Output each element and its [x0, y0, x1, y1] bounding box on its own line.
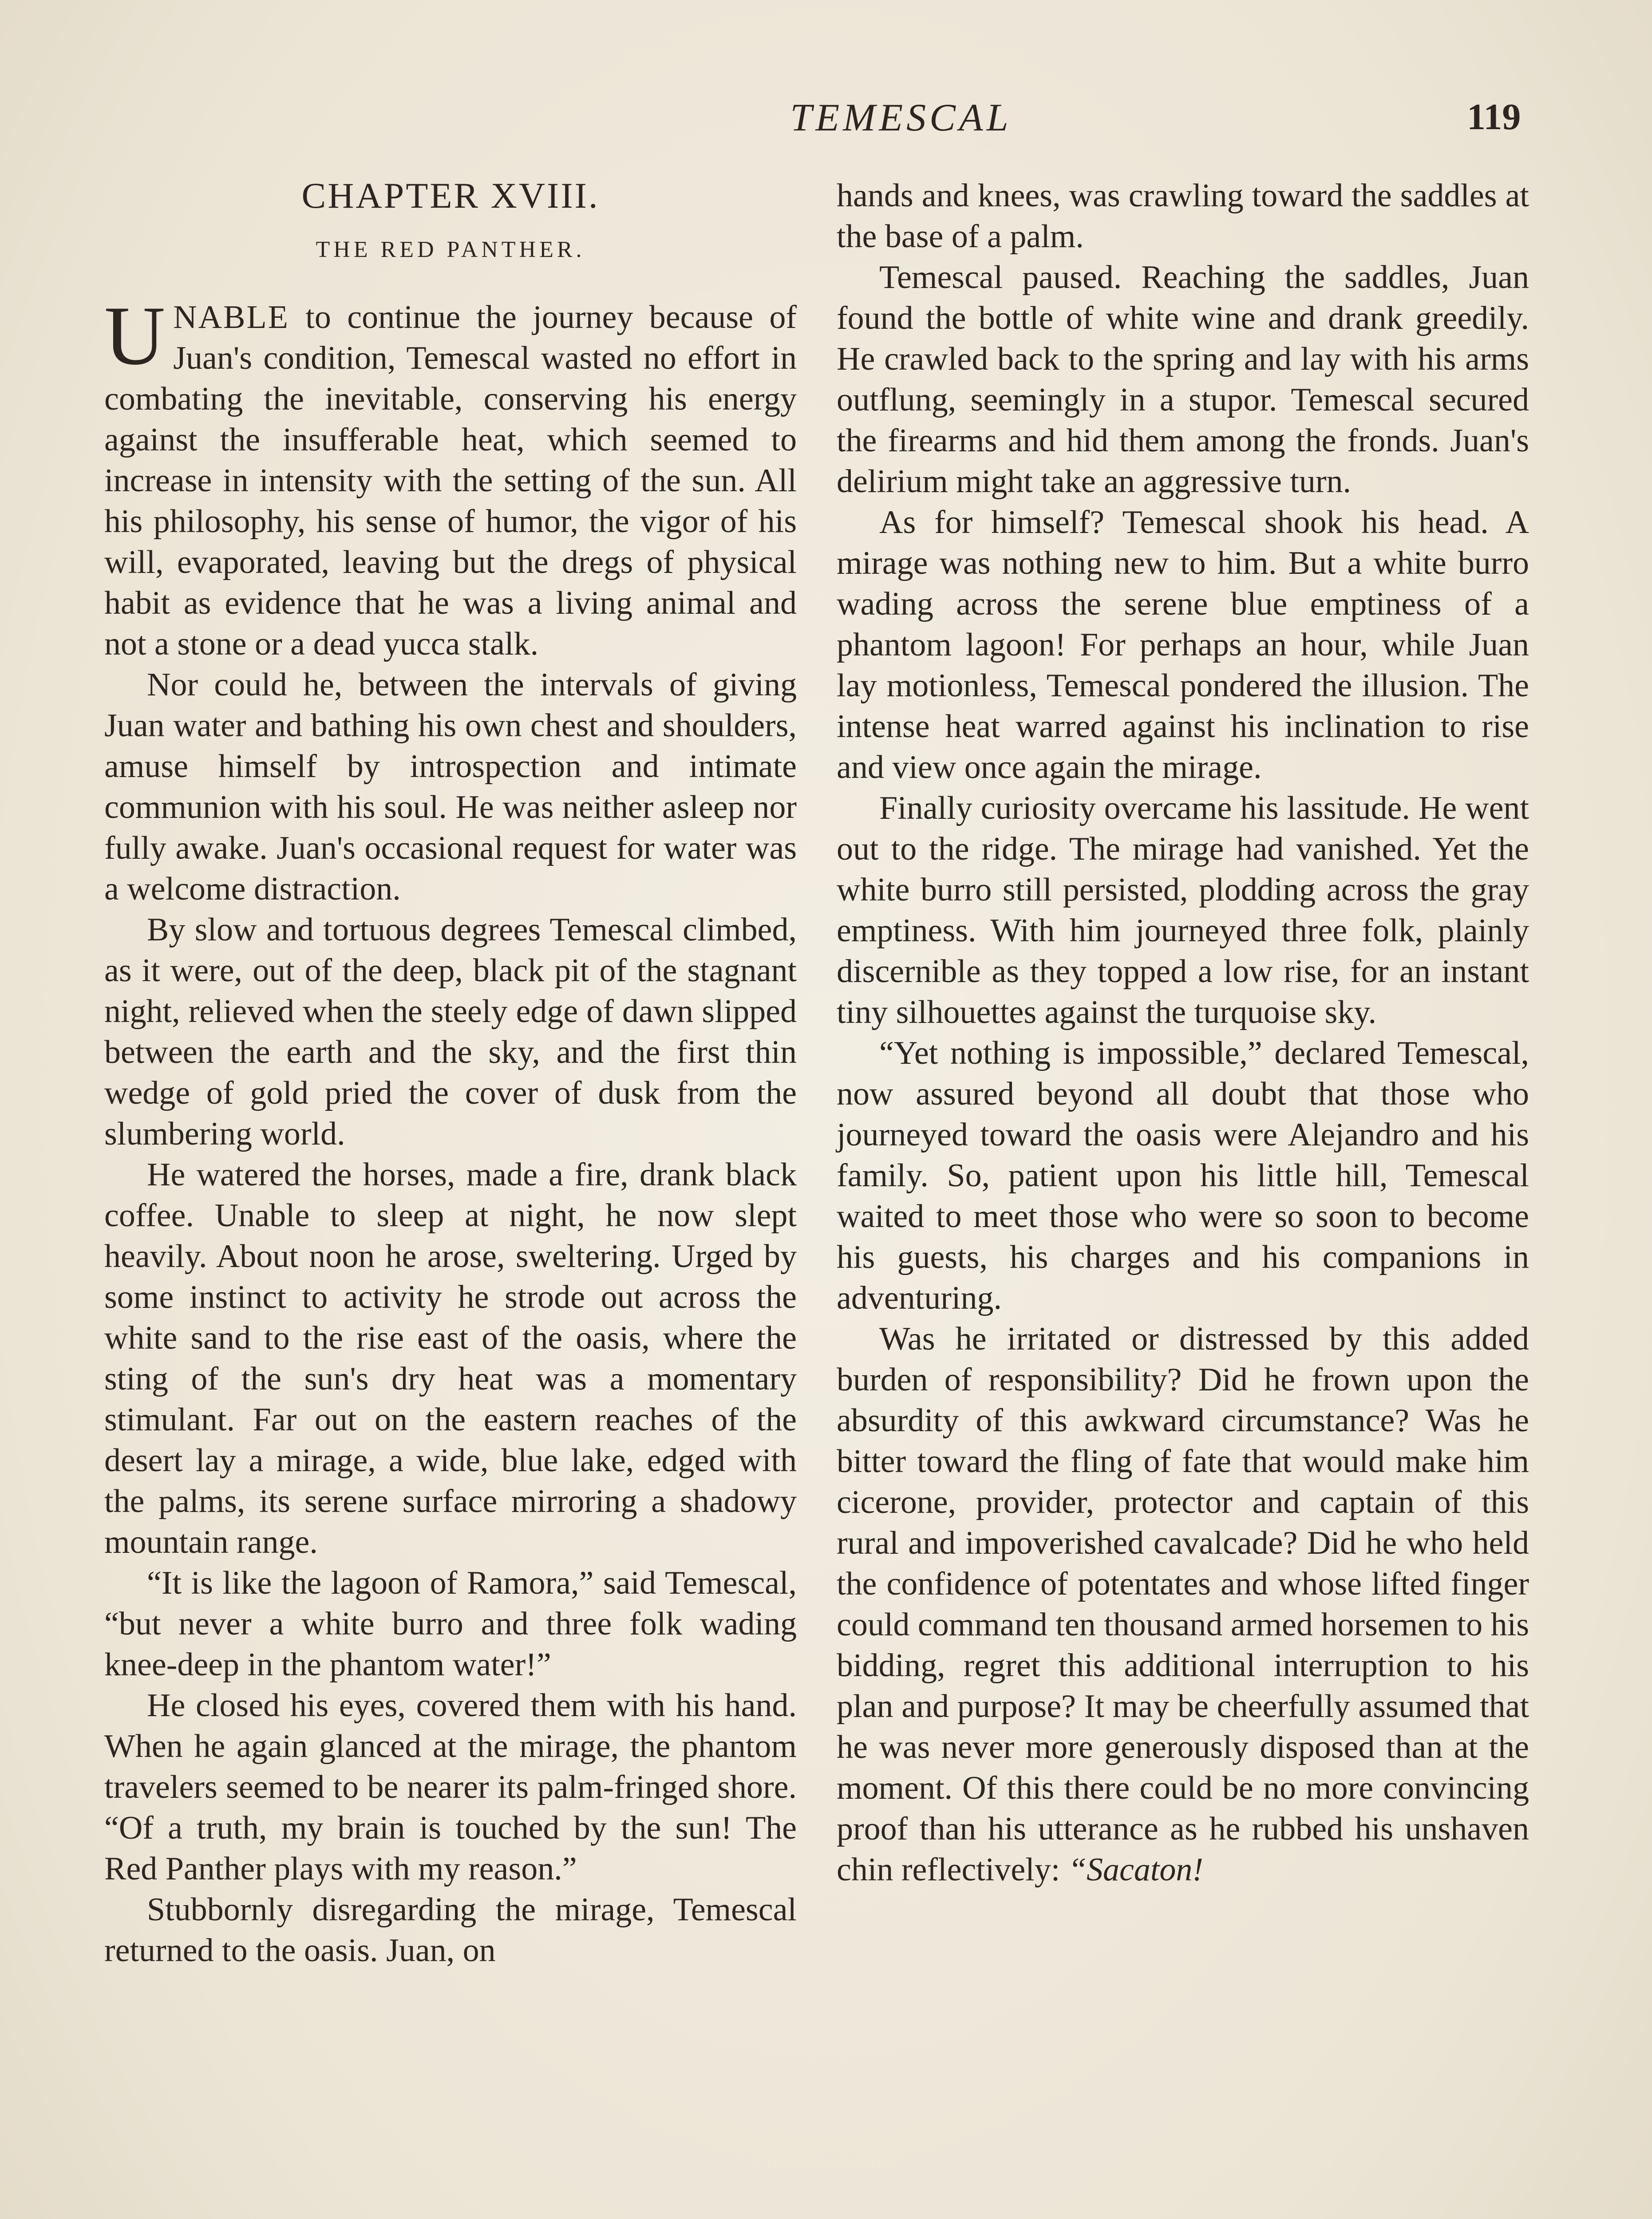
lead-word: NABLE: [173, 299, 289, 336]
paragraph: “It is like the lagoon of Ramora,” said Temescal, “but never a white burro and three folk wading knee-deep in the phantom water!”: [104, 1565, 797, 1683]
drop-cap: U: [104, 289, 166, 383]
paragraph: “Yet nothing is impossible,” declared Temescal, now assured beyond all doubt that those who journeyed toward the oasis were Alejandro and his family. So, patient upon his little hill, Temescal waited to meet those who were so soon to become his guests, his charges and his companions in adventuring.: [837, 1035, 1529, 1316]
paragraph: Nor could he, between the intervals of giving Juan water and bathing his own chest and shoulders, amuse himself by introspection and intimate communion with his soul. He was neither asleep nor fully awake. Juan's occasional request for water was a welcome distraction.: [104, 667, 797, 907]
paragraph: Finally curiosity overcame his lassitude. He went out to the ridge. The mirage had vanished. Yet the white burro still persisted, plodding across the gray emptiness. With him journeyed three folk, plainly discernible as they topped a low rise, for an instant tiny silhouettes against the turquoise sky.: [837, 790, 1529, 1031]
paragraph: By slow and tortuous degrees Temescal climbed, as it were, out of the deep, black pit of the stagnant night, relieved when the steely edge of dawn slipped between the earth and the sky, and the first thin wedge of gold pried the cover of dusk from the slumbering world.: [104, 912, 797, 1152]
paragraph-last: [837, 1319, 1529, 1890]
closing-italic: “Sacaton!: [1068, 1852, 1204, 1888]
page-number: 119: [1467, 96, 1521, 138]
right-column: [837, 175, 1529, 1890]
running-head: TEMESCAL: [790, 96, 1012, 139]
paragraph-continuation: hands and knees, was crawling toward the saddles at the base of a palm.: [837, 178, 1529, 255]
paragraph: He closed his eyes, covered them with his hand. When he again glanced at the mirage, the phantom travelers seemed to be nearer its palm-fringed shore. “Of a truth, my brain is touched by the sun! The Red Panther plays with my reason.”: [104, 1687, 797, 1887]
paragraph: He watered the horses, made a fire, drank black coffee. Unable to sleep at night, he now slept heavily. About noon he arose, sweltering. Urged by some instinct to activity he strode out across the white sand to the rise east of the oasis, where the sting of the sun's dry heat was a momentary stimulant. Far out on the eastern reaches of the desert lay a mirage, a wide, blue lake, edged with the palms, its serene surface mirroring a shadowy mountain range.: [104, 1157, 797, 1560]
chapter-title: CHAPTER XVIII.: [301, 175, 600, 216]
chapter-subtitle: THE RED PANTHER.: [316, 237, 585, 262]
paragraph-first: [104, 289, 797, 664]
left-column: [104, 175, 797, 1971]
paragraph-text: Was he irritated or distressed by this added burden of responsibility? Did he frown upon the absurdity of this awkward circumstance? Was he bitter toward the fling of fate that would make him cicerone, provider, protector and captain of this rural and impoverished cavalcade? Did he who held the confidence of potentates and whose lifted finger could command ten thousand armed horsemen to his bidding, regret this additional interruption to his plan and purpose? It may be cheerfully assumed that he was never more generously disposed than at the moment. Of this there could be no more convincing proof than his utterance as he rubbed his unshaven chin reflectively:: [837, 1321, 1529, 1888]
paragraph: As for himself? Temescal shook his head. A mirage was nothing new to him. But a white burro wading across the serene blue emptiness of a phantom lagoon! For perhaps an hour, while Juan lay motionless, Temescal pondered the illusion. The intense heat warred against his inclination to rise and view once again the mirage.: [837, 504, 1529, 786]
paragraph: Stubbornly disregarding the mirage, Temescal returned to the oasis. Juan, on: [104, 1891, 797, 1969]
paragraph-text: to continue the journey because of Juan's condition, Temescal wasted no effort in combating the inevitable, conserving his energy against the insufferable heat, which seemed to increase in intensity with the setting of the sun. All his philosophy, his sense of humor, the vigor of his will, evaporated, leaving but the dregs of physical habit as evidence that he was a living animal and not a stone or a dead yucca stalk.: [104, 299, 797, 662]
paragraph: Temescal paused. Reaching the saddles, Juan found the bottle of white wine and drank greedily. He crawled back to the spring and lay with his arms outflung, seemingly in a stupor. Temescal secured the firearms and hid them among the fronds. Juan's delirium might take an aggressive turn.: [837, 259, 1529, 500]
